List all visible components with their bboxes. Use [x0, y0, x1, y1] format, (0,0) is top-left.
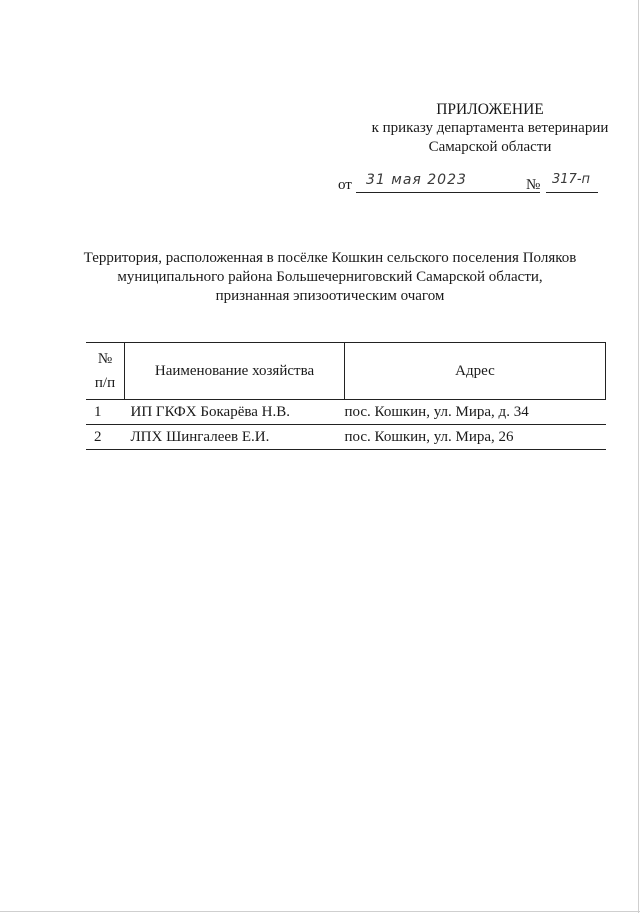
- row-number: 1: [86, 400, 125, 425]
- order-date-field: [356, 174, 540, 193]
- document-title-line3: признанная эпизоотическим очагом: [215, 288, 445, 304]
- farms-table: [86, 342, 606, 450]
- order-date-handwritten: 31 мая 2023: [366, 172, 467, 188]
- order-number-field: [546, 174, 598, 193]
- appendix-subtitle-line1: к приказу департамента ветеринарии: [371, 120, 609, 136]
- header-number-symbol: №: [97, 351, 113, 367]
- order-number-label: №: [526, 177, 541, 193]
- order-number-handwritten: 317-п: [552, 172, 591, 187]
- appendix-title: ПРИЛОЖЕНИЕ: [436, 101, 544, 118]
- document-title: [60, 249, 600, 306]
- header-number-abbr: п/п: [94, 375, 116, 391]
- scan-edge-bottom: [0, 911, 640, 912]
- row-number: 2: [86, 425, 125, 450]
- table-header-row: [86, 343, 606, 400]
- header-number: [86, 343, 125, 400]
- table-row: [86, 400, 606, 425]
- row-address: пос. Кошкин, ул. Мира, 26: [345, 425, 606, 450]
- document-title-line2: муниципального района Большечерниговский Самарской области,: [117, 269, 543, 285]
- row-address: пос. Кошкин, ул. Мира, д. 34: [345, 400, 606, 425]
- order-date-prefix: от: [338, 177, 352, 193]
- row-farm-name: ИП ГКФХ Бокарёва Н.В.: [125, 400, 345, 425]
- table-row: [86, 425, 606, 450]
- header-address: Адрес: [345, 343, 606, 400]
- row-farm-name: ЛПХ Шингалеев Е.И.: [125, 425, 345, 450]
- document-title-line1: Территория, расположенная в посёлке Кошкин сельского поселения Поляков: [83, 250, 577, 266]
- header-farm-name: Наименование хозяйства: [125, 343, 345, 400]
- appendix-subtitle-line2: Самарской области: [428, 139, 552, 155]
- appendix-header: [340, 100, 640, 157]
